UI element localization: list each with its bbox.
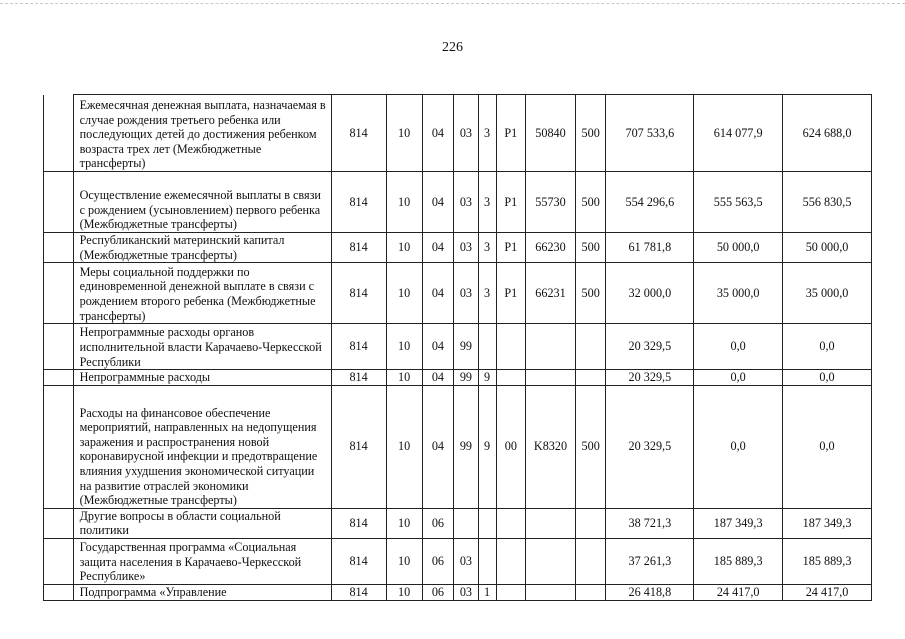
project-code	[496, 584, 526, 600]
page-number: 226	[442, 40, 463, 55]
subsection-code: 04	[422, 95, 454, 172]
amount-year-1: 20 329,5	[606, 385, 694, 508]
table-row	[44, 370, 872, 386]
subprogram-code	[478, 324, 496, 370]
program-code: 99	[454, 324, 478, 370]
expense-type-code: 500	[575, 172, 606, 233]
subsection-code: 04	[422, 172, 454, 233]
program-code: 03	[454, 233, 478, 263]
expense-type-code: 500	[575, 95, 606, 172]
amount-year-1: 32 000,0	[606, 263, 694, 324]
project-code: P1	[496, 233, 526, 263]
row-lead-cell	[44, 263, 74, 324]
direction-code	[526, 538, 576, 584]
subprogram-code: 1	[478, 584, 496, 600]
amount-year-3: 0,0	[783, 385, 872, 508]
subprogram-code: 3	[478, 233, 496, 263]
table-row	[44, 95, 872, 172]
amount-year-2: 35 000,0	[694, 263, 783, 324]
row-lead-cell	[44, 370, 74, 386]
expense-type-code	[575, 538, 606, 584]
grbs-code: 814	[331, 172, 386, 233]
row-name: Государственная программа «Социальная защита населения в Карачаево-Черкесской Республике»	[73, 538, 331, 584]
subsection-code: 06	[422, 538, 454, 584]
amount-year-3: 624 688,0	[783, 95, 872, 172]
section-code: 10	[386, 584, 422, 600]
amount-year-3: 187 349,3	[783, 508, 872, 538]
row-name: Непрограммные расходы органов исполнительной власти Карачаево-Черкесской Республики	[73, 324, 331, 370]
grbs-code: 814	[331, 584, 386, 600]
grbs-code: 814	[331, 95, 386, 172]
expense-type-code: 500	[575, 263, 606, 324]
grbs-code: 814	[331, 324, 386, 370]
direction-code	[526, 324, 576, 370]
project-code	[496, 508, 526, 538]
subsection-code: 04	[422, 263, 454, 324]
section-code: 10	[386, 508, 422, 538]
subprogram-code	[478, 538, 496, 584]
project-code: P1	[496, 95, 526, 172]
amount-year-1: 707 533,6	[606, 95, 694, 172]
budget-table	[43, 94, 872, 601]
direction-code	[526, 584, 576, 600]
amount-year-2: 0,0	[694, 385, 783, 508]
expense-type-code	[575, 370, 606, 386]
amount-year-1: 20 329,5	[606, 370, 694, 386]
amount-year-3: 35 000,0	[783, 263, 872, 324]
subsection-code: 06	[422, 584, 454, 600]
expense-type-code: 500	[575, 233, 606, 263]
section-code: 10	[386, 324, 422, 370]
amount-year-1: 61 781,8	[606, 233, 694, 263]
amount-year-3: 50 000,0	[783, 233, 872, 263]
program-code: 03	[454, 584, 478, 600]
row-name: Подпрограмма «Управление	[73, 584, 331, 600]
table-row	[44, 324, 872, 370]
amount-year-2: 555 563,5	[694, 172, 783, 233]
grbs-code: 814	[331, 538, 386, 584]
program-code: 99	[454, 370, 478, 386]
amount-year-1: 38 721,3	[606, 508, 694, 538]
grbs-code: 814	[331, 508, 386, 538]
program-code: 03	[454, 172, 478, 233]
subprogram-code	[478, 508, 496, 538]
program-code	[454, 508, 478, 538]
table-row	[44, 508, 872, 538]
table-row	[44, 233, 872, 263]
section-code: 10	[386, 95, 422, 172]
grbs-code: 814	[331, 233, 386, 263]
amount-year-2: 24 417,0	[694, 584, 783, 600]
amount-year-1: 554 296,6	[606, 172, 694, 233]
amount-year-2: 0,0	[694, 324, 783, 370]
amount-year-3: 0,0	[783, 324, 872, 370]
amount-year-3: 556 830,5	[783, 172, 872, 233]
table-row	[44, 385, 872, 508]
project-code	[496, 324, 526, 370]
row-lead-cell	[44, 324, 74, 370]
expense-type-code	[575, 508, 606, 538]
amount-year-2: 50 000,0	[694, 233, 783, 263]
section-code: 10	[386, 370, 422, 386]
amount-year-3: 185 889,3	[783, 538, 872, 584]
direction-code: 66230	[526, 233, 576, 263]
project-code	[496, 538, 526, 584]
subsection-code: 06	[422, 508, 454, 538]
row-name: Непрограммные расходы	[73, 370, 331, 386]
row-lead-cell	[44, 508, 74, 538]
section-code: 10	[386, 233, 422, 263]
scan-edge-line	[0, 3, 905, 4]
row-lead-cell	[44, 95, 74, 172]
direction-code: 55730	[526, 172, 576, 233]
section-code: 10	[386, 538, 422, 584]
subsection-code: 04	[422, 385, 454, 508]
row-name: Расходы на финансовое обеспечение мероприятий, направленных на недопущения заражения и распространения новой коронавирусной инфекции и предотвращение влияния ухудшения экономической ситуации на развитие отраслей экономики (Межбюджетные трансферты)	[73, 385, 331, 508]
direction-code: K8320	[526, 385, 576, 508]
subprogram-code: 9	[478, 385, 496, 508]
amount-year-1: 20 329,5	[606, 324, 694, 370]
row-lead-cell	[44, 538, 74, 584]
project-code	[496, 370, 526, 386]
row-lead-cell	[44, 584, 74, 600]
direction-code	[526, 370, 576, 386]
program-code: 03	[454, 263, 478, 324]
subsection-code: 04	[422, 370, 454, 386]
program-code: 03	[454, 95, 478, 172]
direction-code: 66231	[526, 263, 576, 324]
subprogram-code: 3	[478, 172, 496, 233]
amount-year-1: 26 418,8	[606, 584, 694, 600]
project-code: 00	[496, 385, 526, 508]
row-lead-cell	[44, 172, 74, 233]
table-row	[44, 538, 872, 584]
subprogram-code: 3	[478, 263, 496, 324]
table-row	[44, 172, 872, 233]
row-name: Осуществление ежемесячной выплаты в связи с рождением (усыновлением) первого ребенка (Межбюджетные трансферты)	[73, 172, 331, 233]
amount-year-1: 37 261,3	[606, 538, 694, 584]
program-code: 99	[454, 385, 478, 508]
row-name: Республиканский материнский капитал (Межбюджетные трансферты)	[73, 233, 331, 263]
row-lead-cell	[44, 385, 74, 508]
project-code: P1	[496, 263, 526, 324]
table-row	[44, 263, 872, 324]
subprogram-code: 9	[478, 370, 496, 386]
section-code: 10	[386, 172, 422, 233]
expense-type-code	[575, 584, 606, 600]
project-code: P1	[496, 172, 526, 233]
row-name: Ежемесячная денежная выплата, назначаемая в случае рождения третьего ребенка или последующих детей до достижения ребенком возраста трех лет (Межбюджетные трансферты)	[73, 95, 331, 172]
grbs-code: 814	[331, 385, 386, 508]
amount-year-2: 614 077,9	[694, 95, 783, 172]
program-code: 03	[454, 538, 478, 584]
table-row	[44, 584, 872, 600]
expense-type-code	[575, 324, 606, 370]
subsection-code: 04	[422, 233, 454, 263]
row-name: Другие вопросы в области социальной политики	[73, 508, 331, 538]
amount-year-3: 0,0	[783, 370, 872, 386]
direction-code	[526, 508, 576, 538]
section-code: 10	[386, 263, 422, 324]
grbs-code: 814	[331, 370, 386, 386]
direction-code: 50840	[526, 95, 576, 172]
row-lead-cell	[44, 233, 74, 263]
row-name: Меры социальной поддержки по единовременной денежной выплате в связи с рождением второго ребенка (Межбюджетные трансферты)	[73, 263, 331, 324]
amount-year-2: 187 349,3	[694, 508, 783, 538]
grbs-code: 814	[331, 263, 386, 324]
subprogram-code: 3	[478, 95, 496, 172]
section-code: 10	[386, 385, 422, 508]
expense-type-code: 500	[575, 385, 606, 508]
amount-year-2: 0,0	[694, 370, 783, 386]
amount-year-2: 185 889,3	[694, 538, 783, 584]
subsection-code: 04	[422, 324, 454, 370]
amount-year-3: 24 417,0	[783, 584, 872, 600]
